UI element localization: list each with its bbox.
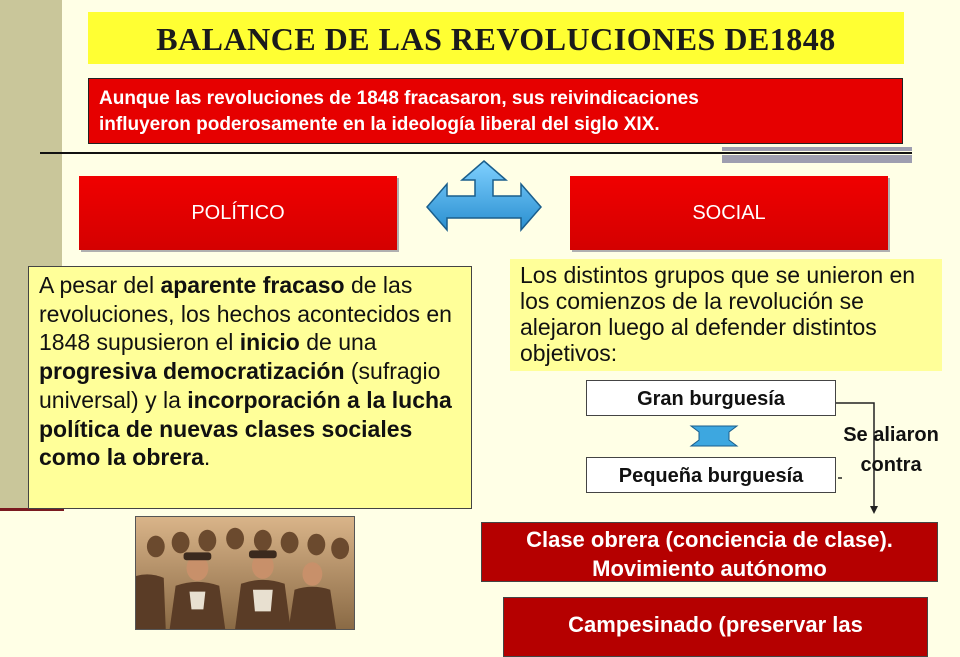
intro-line-2: influyeron poderosamente en la ideología liberal del siglo XIX.: [99, 114, 660, 135]
political-text-run: progresiva democratización: [39, 358, 345, 385]
political-text-box: [28, 266, 472, 509]
political-text-run: .: [203, 444, 211, 471]
political-text-run: de una: [299, 329, 377, 356]
worker-line-2: Movimiento autónomo: [592, 556, 827, 581]
grey-bar-bottom: [722, 155, 912, 163]
political-text-run: incorporación a la lucha política de nuevas clases sociales como la obrera: [39, 386, 452, 471]
political-text-run: aparente fracaso: [160, 272, 345, 298]
political-text-run: inicio: [239, 329, 300, 356]
political-text-run: (sufragio universal) y la: [39, 358, 441, 413]
peasant-line-1: Campesinado (preservar las: [568, 612, 863, 637]
allied-line-1: Se aliaron: [843, 424, 939, 446]
political-text-run: de las revoluciones, los hechos acontecidos en 1848 supusieron el: [39, 272, 452, 356]
allied-line-2: contra: [860, 454, 922, 476]
peasant-box: [503, 597, 928, 657]
political-box: POLÍTICO: [79, 176, 397, 250]
worker-line-1: Clase obrera (conciencia de clase).: [526, 527, 893, 552]
worker-class-box: [481, 522, 938, 582]
gran-burguesia-box: Gran burguesía: [586, 380, 836, 416]
intro-box: [88, 78, 903, 144]
double-arrow-icon: [689, 425, 739, 447]
political-text: [39, 272, 452, 470]
pequena-burguesia-box: Pequeña burguesía: [586, 457, 836, 493]
social-box: SOCIAL: [570, 176, 888, 250]
social-text: Los distintos grupos que se unieron en los comienzos de la revolución se alejaron luego al defender distintos objetivos:: [520, 262, 916, 366]
three-way-arrow-icon: [426, 160, 542, 237]
social-text-box: [510, 259, 942, 371]
political-text-run: A pesar del: [39, 272, 161, 298]
allied-label: [826, 420, 956, 480]
intro-line-1: Aunque las revoluciones de 1848 fracasaron, sus reivindicaciones: [99, 88, 699, 109]
grey-bar-top: [722, 147, 912, 151]
page-title: BALANCE DE LAS REVOLUCIONES DE1848: [88, 12, 904, 64]
divider-rule: [40, 152, 912, 154]
revolution-painting: [135, 516, 355, 630]
